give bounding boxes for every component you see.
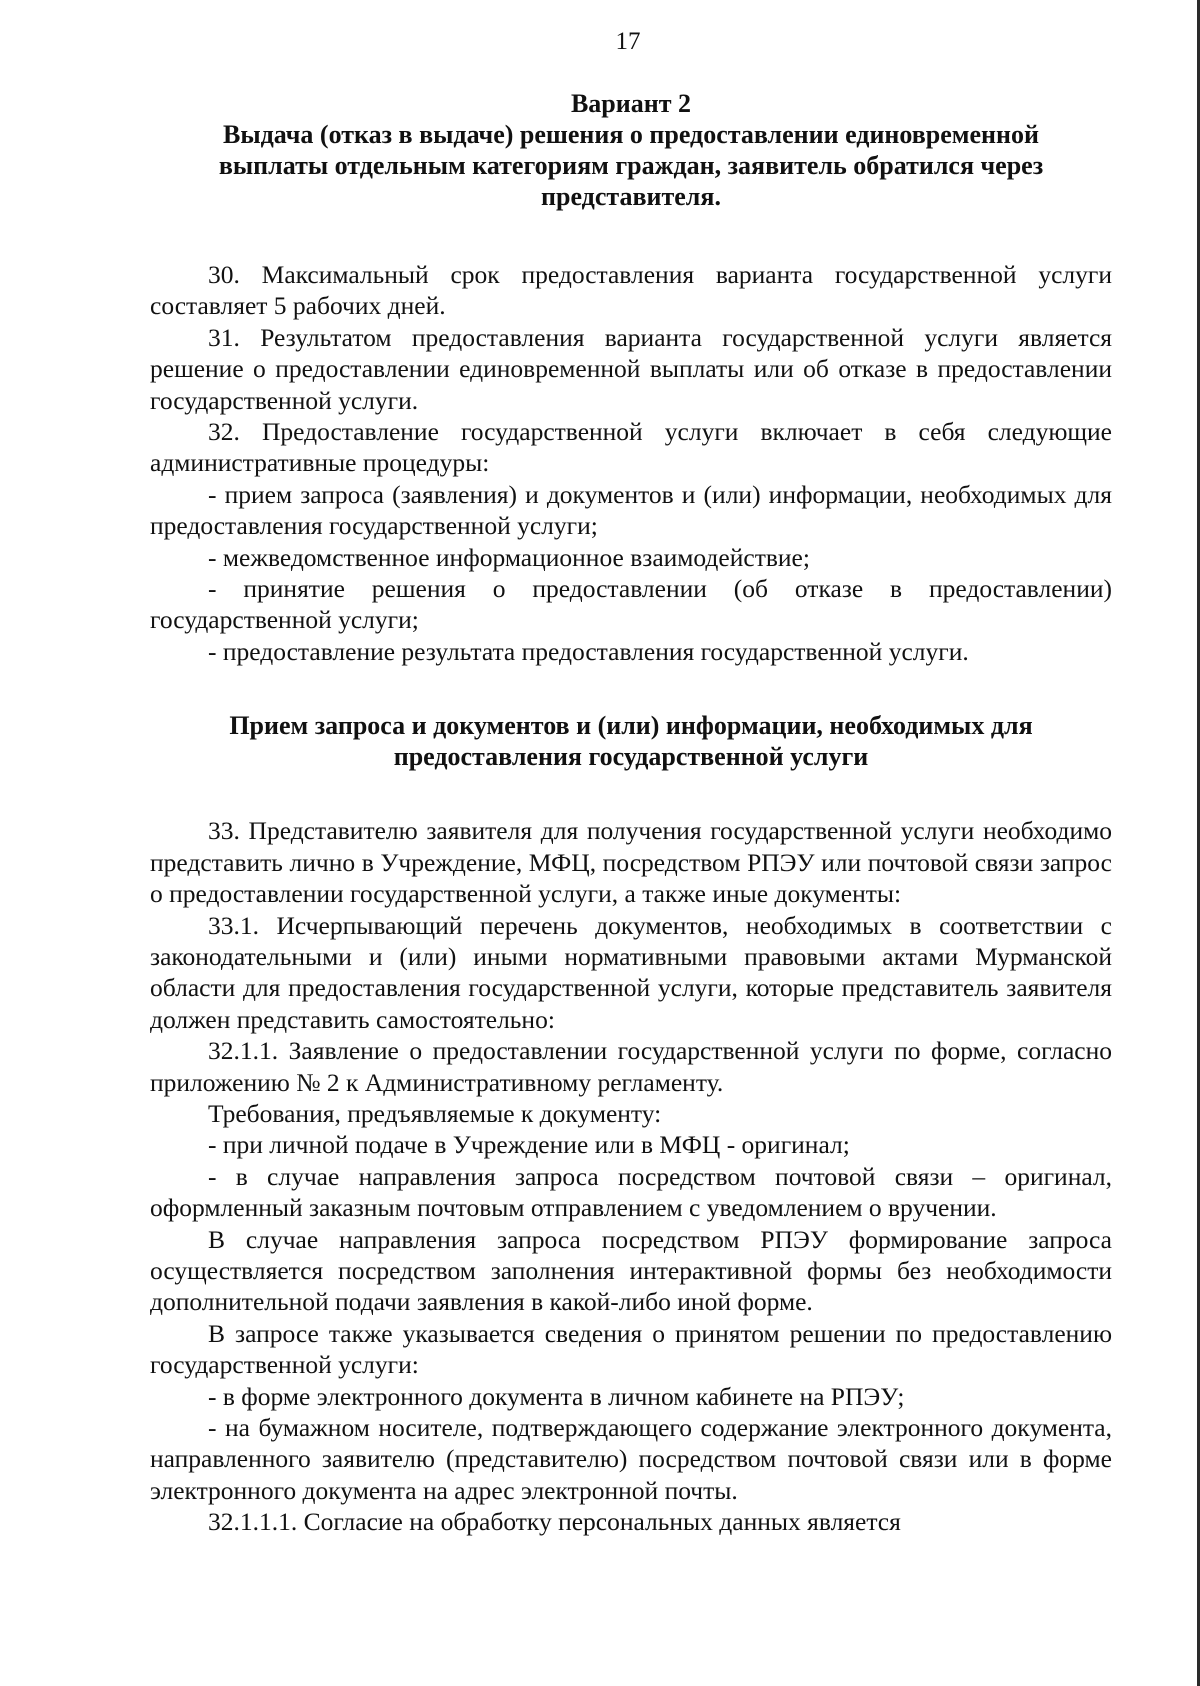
requirements-heading: Требования, предъявляемые к документу:	[208, 1098, 662, 1128]
list-item-procedure-1: - прием запроса (заявления) и документов и (или) информации, необходимых для предоставления государственной услуги;	[150, 479, 1112, 541]
paragraph-32-1-1-1: 32.1.1.1. Согласие на обработку персональных данных является	[208, 1507, 901, 1537]
paragraph-33: 33. Представителю заявителя для получения государственной услуги необходимо представить лично в Учреждение, МФЦ, посредством РПЭУ или почтовой связи запрос о предоставлении государственной услуги, а также иные документы:	[150, 816, 1112, 909]
list-item-result-form-2: - на бумажном носителе, подтверждающего содержание электронного документа, направленного заявителю (представителю) посредством почтовой связи или в форме электронного документа на адрес электронной почты.	[150, 1413, 1112, 1505]
variant-subtitle: Выдача (отказ в выдаче) решения о предоставлении единовременной выплаты отдельным категориям граждан, заявитель обратился через представителя.	[218, 120, 1044, 211]
spacer	[150, 212, 1112, 259]
list-item-procedure-4: - предоставление результата предоставления государственной услуги.	[208, 636, 969, 666]
spacer	[150, 772, 1112, 815]
paragraph-rpeu-request: В случае направления запроса посредством РПЭУ формирование запроса осуществляется посредством заполнения интерактивной формы без необходимости дополнительной подачи заявления в какой-либо иной форме.	[150, 1224, 1112, 1317]
spacer	[150, 667, 1112, 710]
list-item-procedure-3: - принятие решения о предоставлении (об отказе в предоставлении) государственной услуги;	[150, 574, 1112, 635]
paragraph-31: 31. Результатом предоставления варианта государственной услуги является решение о предоставлении единовременной выплаты или об отказе в предоставлении государственной услуги.	[150, 322, 1112, 415]
section-title: Прием запроса и документов и (или) информации, необходимых для предоставления государственной услуги	[229, 711, 1033, 772]
list-item-result-form-1: - в форме электронного документа в личном кабинете на РПЭУ;	[208, 1381, 905, 1411]
list-item-requirement-1: - при личной подаче в Учреждение или в МФЦ - оригинал;	[208, 1130, 850, 1160]
paragraph-request-info: В запросе также указывается сведения о принятом решении по предоставлению государственной услуги:	[150, 1318, 1112, 1380]
page-number: 17	[615, 28, 641, 55]
list-item-requirement-2: - в случае направления запроса посредством почтовой связи – оригинал, оформленный заказным почтовым отправлением с уведомлением о вручении.	[150, 1161, 1112, 1223]
paragraph-32: 32. Предоставление государственной услуги включает в себя следующие административные процедуры:	[150, 417, 1112, 478]
document-body	[150, 88, 1112, 1538]
paragraph-33-1: 33.1. Исчерпывающий перечень документов, необходимых в соответствии с законодательными и (или) иными нормативными правовыми актами Мурманской области для предоставления государственной услуги, которые представитель заявителя должен представить самостоятельно:	[150, 910, 1112, 1034]
paragraph-32-1-1: 32.1.1. Заявление о предоставлении государственной услуги по форме, согласно приложению № 2 к Административному регламенту.	[150, 1036, 1112, 1097]
variant-title: Вариант 2	[570, 89, 692, 118]
paragraph-30: 30. Максимальный срок предоставления варианта государственной услуги составляет 5 рабочих дней.	[150, 260, 1112, 321]
list-item-procedure-2: - межведомственное информационное взаимодействие;	[208, 542, 810, 572]
